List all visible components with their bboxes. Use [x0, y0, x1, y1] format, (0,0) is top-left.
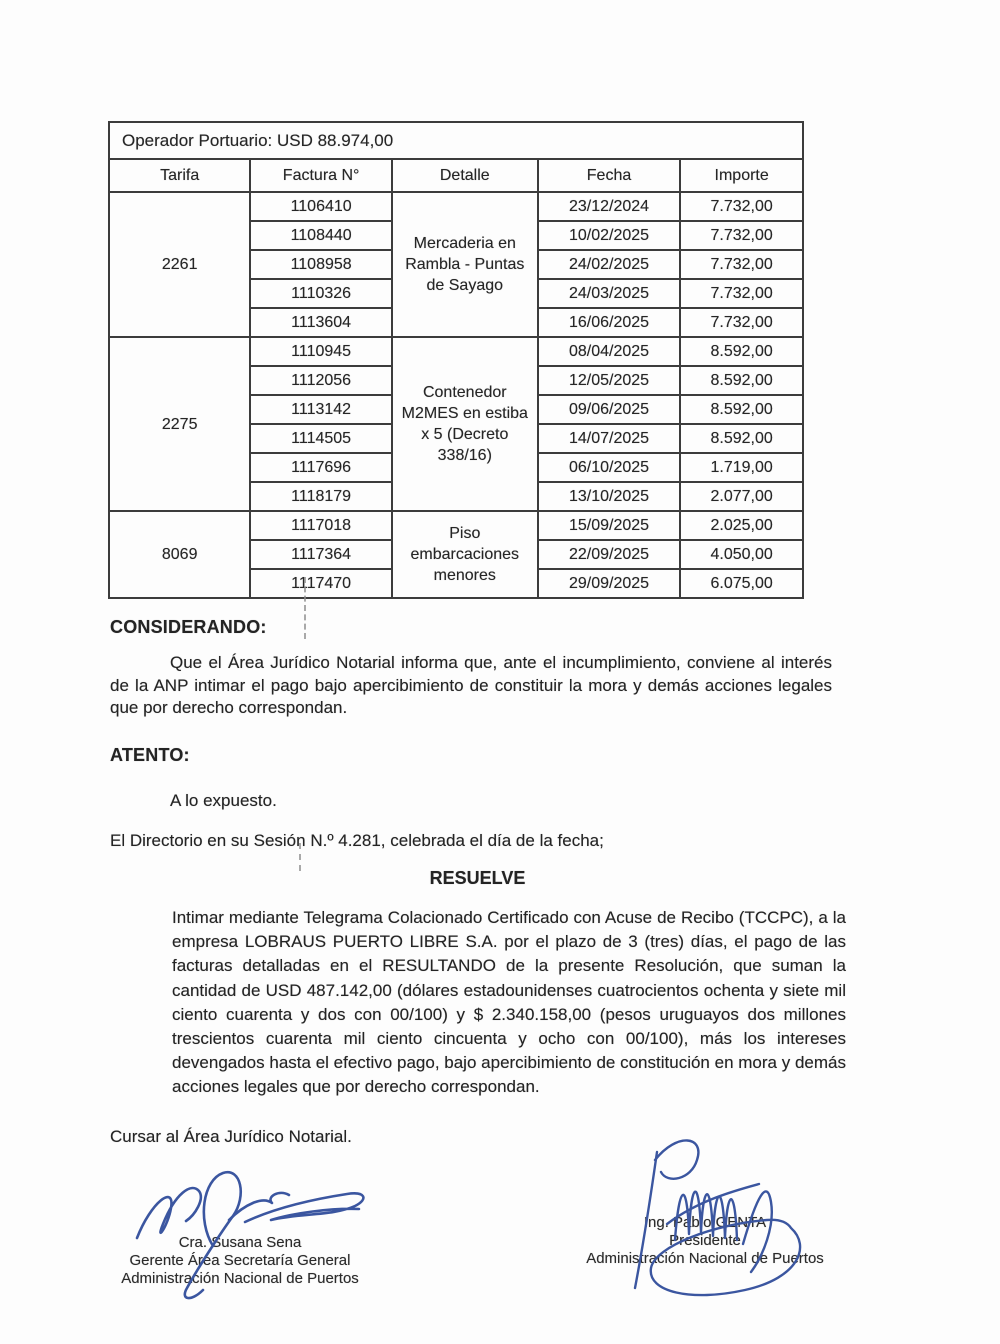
importe-cell: 2.077,00: [680, 482, 803, 511]
signature-block-secretaria: [85, 1158, 395, 1288]
fecha-cell: 24/03/2025: [538, 279, 681, 308]
factura-cell: 1114505: [250, 424, 392, 453]
factura-cell: 1118179: [250, 482, 392, 511]
importe-cell: 8.592,00: [680, 366, 803, 395]
importe-cell: 7.732,00: [680, 308, 803, 337]
fecha-cell: 06/10/2025: [538, 453, 681, 482]
factura-cell: 1117018: [250, 511, 392, 540]
importe-cell: 2.025,00: [680, 511, 803, 540]
fecha-cell: 12/05/2025: [538, 366, 681, 395]
tarifa-cell: 2275: [109, 337, 250, 511]
fecha-cell: 13/10/2025: [538, 482, 681, 511]
detalle-cell: Contenedor M2MES en estiba x 5 (Decreto 338/16): [392, 337, 538, 511]
factura-cell: 1110326: [250, 279, 392, 308]
signature-block-presidente: [540, 1128, 870, 1268]
table-caption-row: [109, 122, 803, 159]
resuelve-paragraph: Intimar mediante Telegrama Colacionado Certificado con Acuse de Recibo (TCCPC), a la empresa LOBRAUS PUERTO LIBRE S.A. por el plazo de 3 (tres) días, el pago de las facturas detalladas en el RESULTANDO de la presente Resolución, que suman la cantidad de USD 487.142,00 (dólares estadounidenses cuatrocientos ochenta y siete mil ciento cuarenta y dos con 00/100) y $ 2.340.158,00 (pesos uruguayos dos millones trescientos cuarenta mil ciento cincuenta y ocho con 00/100), más los intereses devengados hasta el efectivo pago, bajo apercibimiento de constitución en mora y demás acciones legales que por derecho correspondan.: [172, 908, 846, 1097]
table-row: [109, 511, 803, 540]
fecha-cell: 10/02/2025: [538, 221, 681, 250]
col-header-detalle: Detalle: [392, 159, 538, 192]
signer-name: Cra. Susana Sena: [178, 1234, 302, 1251]
factura-cell: 1117470: [250, 569, 392, 598]
signer-title: Gerente Área Secretaría General: [129, 1252, 351, 1269]
scan-artifact: [304, 577, 306, 639]
atento-paragraph: A lo expuesto.: [170, 791, 277, 810]
detalle-cell: Piso embarcaciones menores: [392, 511, 538, 598]
factura-cell: 1117696: [250, 453, 392, 482]
col-header-factura: Factura N°: [250, 159, 392, 192]
col-header-tarifa: Tarifa: [109, 159, 250, 192]
fecha-cell: 14/07/2025: [538, 424, 681, 453]
signer-org: Administración Nacional de Puertos: [121, 1270, 359, 1287]
fecha-cell: 15/09/2025: [538, 511, 681, 540]
importe-cell: 7.732,00: [680, 279, 803, 308]
factura-cell: 1108440: [250, 221, 392, 250]
importe-cell: 1.719,00: [680, 453, 803, 482]
table-row: [109, 337, 803, 366]
directorio-line: El Directorio en su Sesión N.º 4.281, celebrada el día de la fecha;: [110, 831, 604, 850]
importe-cell: 6.075,00: [680, 569, 803, 598]
tarifa-cell: 2261: [109, 192, 250, 337]
importe-cell: 8.592,00: [680, 395, 803, 424]
signer-org: Administración Nacional de Puertos: [586, 1250, 824, 1267]
fecha-cell: 09/06/2025: [538, 395, 681, 424]
importe-cell: 7.732,00: [680, 250, 803, 279]
tarifa-cell: 8069: [109, 511, 250, 598]
table-row: [109, 192, 803, 221]
col-header-importe: Importe: [680, 159, 803, 192]
importe-cell: 7.732,00: [680, 192, 803, 221]
factura-cell: 1117364: [250, 540, 392, 569]
importe-cell: 7.732,00: [680, 221, 803, 250]
invoice-table: [108, 121, 804, 599]
factura-cell: 1110945: [250, 337, 392, 366]
fecha-cell: 23/12/2024: [538, 192, 681, 221]
importe-cell: 4.050,00: [680, 540, 803, 569]
scan-artifact: [299, 843, 301, 871]
fecha-cell: 22/09/2025: [538, 540, 681, 569]
detalle-cell: Mercaderia en Rambla - Puntas de Sayago: [392, 192, 538, 337]
atento-heading: ATENTO:: [110, 745, 190, 765]
factura-cell: 1108958: [250, 250, 392, 279]
resuelve-heading: RESUELVE: [429, 868, 526, 888]
cursar-line: Cursar al Área Jurídico Notarial.: [110, 1127, 352, 1146]
considerando-paragraph: Que el Área Jurídico Notarial informa que, ante el incumplimiento, conviene al interés de la ANP intimar el pago bajo apercibimiento de constituir la mora y demás acciones legales que por derecho correspondan.: [110, 653, 832, 717]
factura-cell: 1106410: [250, 192, 392, 221]
factura-cell: 1113604: [250, 308, 392, 337]
table-header-row: [109, 159, 803, 192]
factura-cell: 1112056: [250, 366, 392, 395]
fecha-cell: 24/02/2025: [538, 250, 681, 279]
table-caption: Operador Portuario: USD 88.974,00: [109, 122, 803, 159]
importe-cell: 8.592,00: [680, 424, 803, 453]
factura-cell: 1113142: [250, 395, 392, 424]
fecha-cell: 29/09/2025: [538, 569, 681, 598]
fecha-cell: 16/06/2025: [538, 308, 681, 337]
importe-cell: 8.592,00: [680, 337, 803, 366]
signer-title: Presidente: [669, 1232, 741, 1249]
col-header-fecha: Fecha: [538, 159, 681, 192]
fecha-cell: 08/04/2025: [538, 337, 681, 366]
signer-name: Ing. Pablo GENTA: [643, 1214, 767, 1231]
considerando-heading: CONSIDERANDO:: [110, 617, 267, 637]
